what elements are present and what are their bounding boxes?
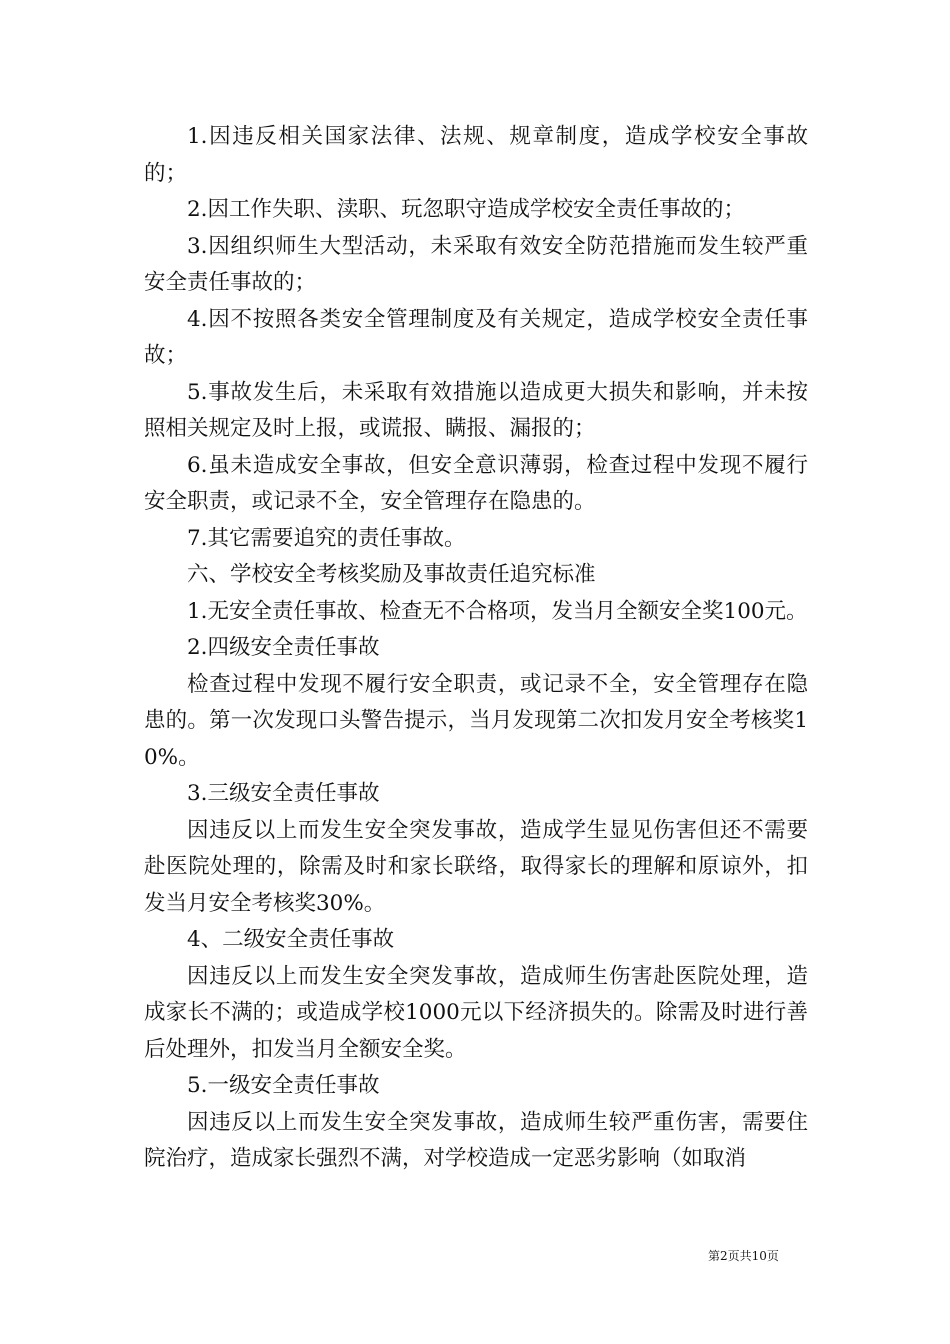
paragraph: 因违反以上而发生安全突发事故，造成师生较严重伤害，需要住院治疗，造成家长强烈不满，对学校造成一定恶劣影响（如取消 [144,1109,808,1171]
paragraph: 7.其它需要追究的责任事故。 [187,525,466,551]
subheading: 4、二级安全责任事故 [187,927,395,952]
paragraph: 因违反以上而发生安全突发事故，造成学生显见伤害但还不需要赴医院处理的，除需及时和家长联络，取得家长的理解和原谅外，扣发当月安全考核奖30%。 [144,817,808,916]
paragraph: 1.因违反相关国家法律、法规、规章制度，造成学校安全事故的； [144,124,808,186]
paragraph: 4.因不按照各类安全管理制度及有关规定，造成学校安全责任事故； [144,306,808,368]
paragraph: 检查过程中发现不履行安全职责，或记录不全，安全管理存在隐患的。第一次发现口头警告提示，当月发现第二次扣发月安全考核奖10%。 [144,671,808,770]
subheading: 3.三级安全责任事故 [187,781,380,806]
document-body [144,119,808,1178]
paragraph: 5.事故发生后，未采取有效措施以造成更大损失和影响，并未按照相关规定及时上报，或谎报、瞒报、漏报的； [144,379,808,441]
paragraph: 6.虽未造成安全事故，但安全意识薄弱，检查过程中发现不履行安全职责，或记录不全，安全管理存在隐患的。 [144,452,808,514]
section-heading: 六、学校安全考核奖励及事故责任追究标准 [187,562,596,587]
paragraph: 1.无安全责任事故、检查无不合格项，发当月全额安全奖100元。 [187,598,808,624]
paragraph: 3.因组织师生大型活动，未采取有效安全防范措施而发生较严重安全责任事故的； [144,233,808,295]
subheading: 2.四级安全责任事故 [187,635,380,660]
paragraph: 2.因工作失职、渎职、玩忽职守造成学校安全责任事故的； [187,197,746,222]
page-number: 第2页共10页 [708,1249,779,1263]
subheading: 5.一级安全责任事故 [187,1073,380,1098]
paragraph: 因违反以上而发生安全突发事故，造成师生伤害赴医院处理，造成家长不满的；或造成学校1000元以下经济损失的。除需及时进行善后处理外，扣发当月全额安全奖。 [144,963,808,1062]
